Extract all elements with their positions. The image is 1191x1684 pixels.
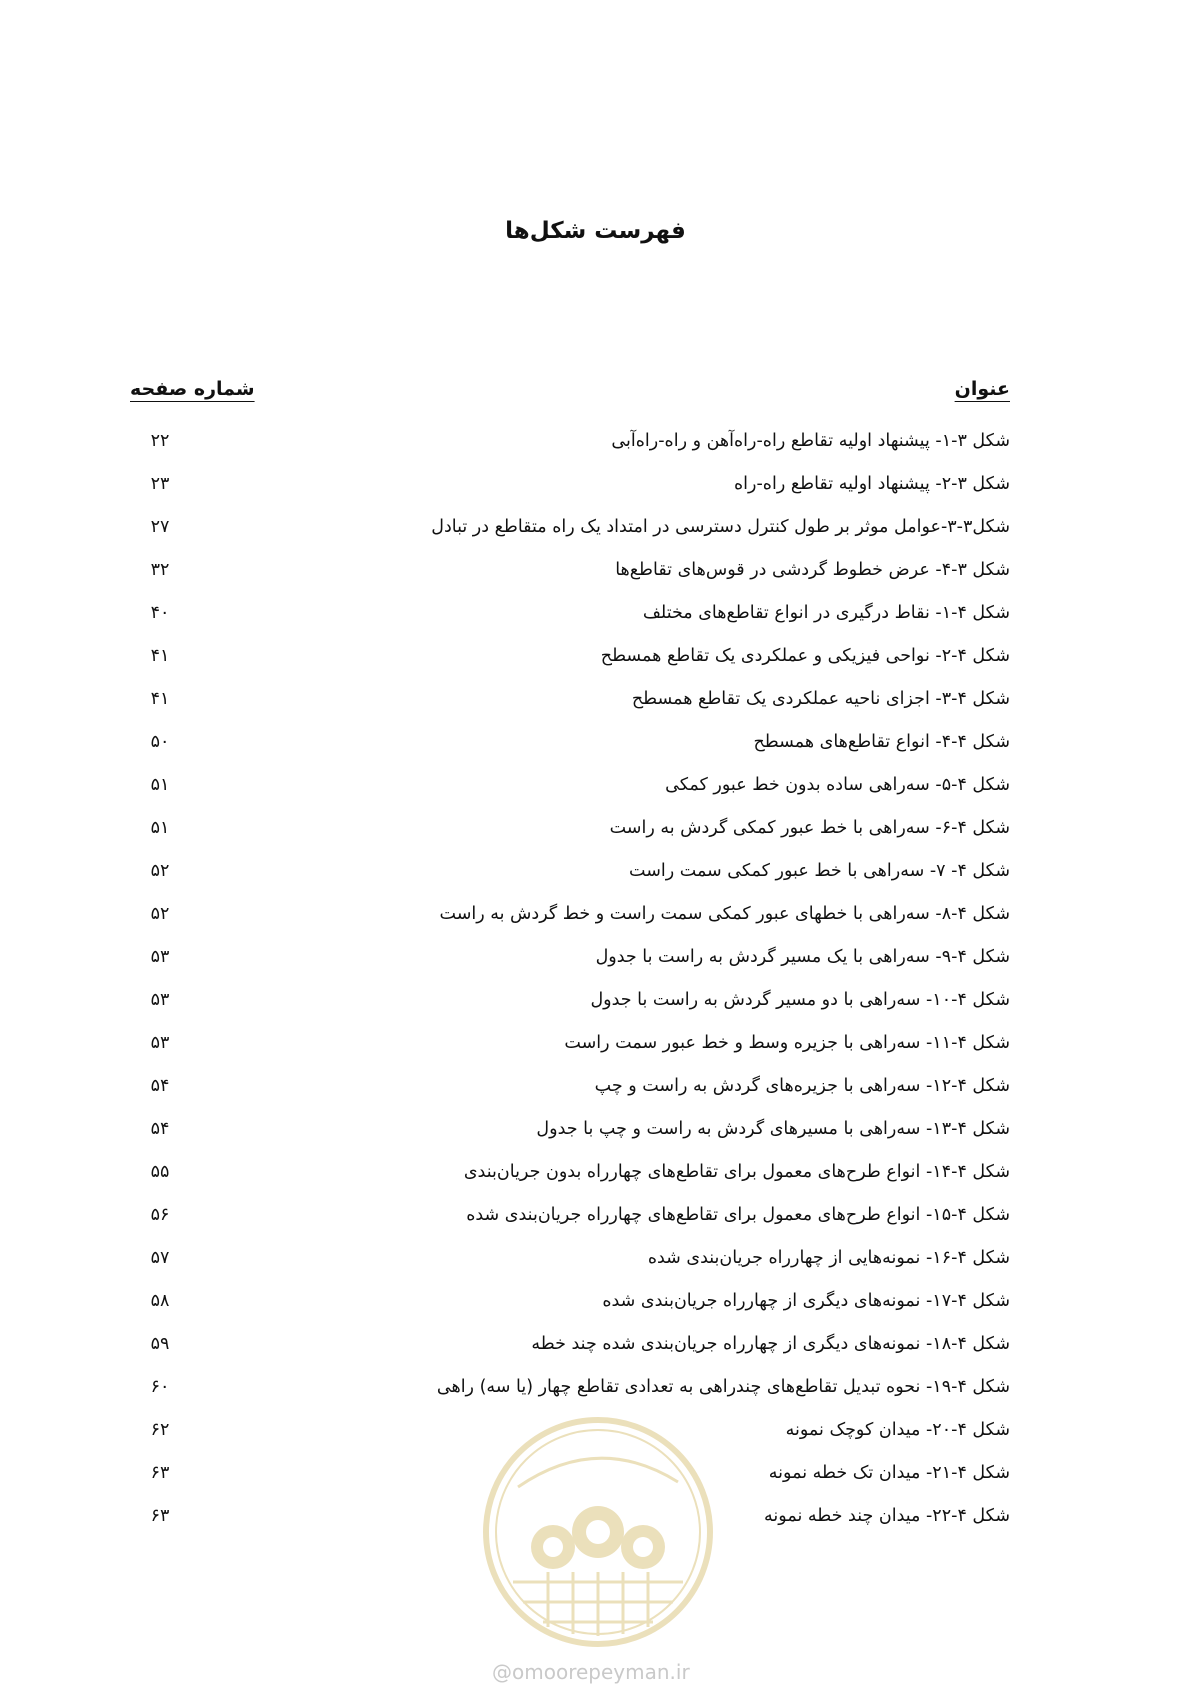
page-number: ۵۳	[150, 947, 170, 967]
list-item	[130, 635, 1010, 678]
page-number: ۳۲	[150, 560, 170, 580]
figure-title: شکل ۴-۸- سه‌راهی با خطهای عبور کمکی سمت راست و خط گردش به راست	[439, 904, 1010, 924]
figure-title: شکل ۴-۱۳- سه‌راهی با مسیرهای گردش به راست و چپ با جدول	[536, 1119, 1010, 1139]
watermark-seal-icon	[478, 1412, 718, 1652]
list-item	[130, 592, 1010, 635]
figure-title: شکل ۳-۱- پیشنهاد اولیه تقاطع راه-راه‌آهن و راه-راه‌آبی	[611, 431, 1010, 451]
page-number: ۲۷	[150, 517, 170, 537]
page-number: ۶۳	[150, 1506, 170, 1526]
list-item	[130, 893, 1010, 936]
figure-title: شکل ۴-۴- انواع تقاطع‌های همسطح	[753, 732, 1010, 752]
figure-title: شکل ۴-۲۱- میدان تک خطه نمونه	[768, 1463, 1010, 1483]
list-item	[130, 420, 1010, 463]
list-item	[130, 721, 1010, 764]
figure-title: شکل ۴-۱۲- سه‌راهی با جزیره‌های گردش به راست و چپ	[594, 1076, 1010, 1096]
list-item	[130, 1065, 1010, 1108]
figure-title: شکل ۴-۱۱- سه‌راهی با جزیره وسط و خط عبور سمت راست	[564, 1033, 1010, 1053]
list-item	[130, 1237, 1010, 1280]
figure-title: شکل ۴-۲۰- میدان کوچک نمونه	[785, 1420, 1010, 1440]
page-number: ۵۹	[150, 1334, 170, 1354]
figure-title: شکل ۴-۲- نواحی فیزیکی و عملکردی یک تقاطع همسطح	[600, 646, 1010, 666]
figure-title: شکل ۴-۱۵- انواع طرح‌های معمول برای تقاطع‌های چهارراه جریان‌بندی شده	[466, 1205, 1010, 1225]
page-number: ۴۱	[150, 646, 170, 666]
page-column-header: شماره صفحه	[130, 378, 255, 400]
page-number: ۵۷	[150, 1248, 170, 1268]
page-number: ۵۲	[150, 861, 170, 881]
list-item	[130, 1194, 1010, 1237]
list-item	[130, 678, 1010, 721]
page-number: ۶۰	[150, 1377, 170, 1397]
figure-title: شکل ۴-۲۲- میدان چند خطه نمونه	[764, 1506, 1010, 1526]
figure-title: شکل ۴-۳- اجزای ناحیه عملکردی یک تقاطع همسطح	[631, 689, 1010, 709]
figure-title: شکل ۴-۱۶- نمونه‌هایی از چهارراه جریان‌بندی شده	[647, 1248, 1010, 1268]
toc-header	[130, 378, 1010, 410]
page-number: ۵۲	[150, 904, 170, 924]
page-number: ۵۸	[150, 1291, 170, 1311]
list-item	[130, 1151, 1010, 1194]
list-item	[130, 764, 1010, 807]
figure-title: شکل ۴-۱- نقاط درگیری در انواع تقاطع‌های مختلف	[642, 603, 1010, 623]
figure-title: شکل ۴-۵- سه‌راهی ساده بدون خط عبور کمکی	[665, 775, 1010, 795]
list-item	[130, 506, 1010, 549]
figure-title: شکل ۴-۱۸- نمونه‌های دیگری از چهارراه جریان‌بندی شده چند خطه	[531, 1334, 1010, 1354]
figure-list	[130, 420, 1010, 1538]
figure-title: شکل ۴-۱۰- سه‌راهی با دو مسیر گردش به راست با جدول	[590, 990, 1010, 1010]
page-number: ۵۴	[150, 1119, 170, 1139]
page-number: ۴۰	[150, 603, 170, 623]
figure-title: شکل ۳-۲- پیشنهاد اولیه تقاطع راه-راه	[734, 474, 1010, 494]
figure-title: شکل ۴-۱۴- انواع طرح‌های معمول برای تقاطع‌های چهارراه بدون جریان‌بندی	[463, 1162, 1010, 1182]
page-number: ۵۱	[150, 818, 170, 838]
list-item	[130, 936, 1010, 979]
page-number: ۲۲	[150, 431, 170, 451]
list-item	[130, 1280, 1010, 1323]
page-number: ۵۰	[150, 732, 170, 752]
list-item	[130, 1323, 1010, 1366]
list-item	[130, 1366, 1010, 1409]
figure-title: شکل ۴-۱۹- نحوه تبدیل تقاطع‌های چندراهی به تعدادی تقاطع چهار (یا سه) راهی	[436, 1377, 1010, 1397]
page-number: ۵۱	[150, 775, 170, 795]
page-number: ۴۱	[150, 689, 170, 709]
page-number: ۶۲	[150, 1420, 170, 1440]
page-number: ۵۶	[150, 1205, 170, 1225]
page-number: ۵۳	[150, 1033, 170, 1053]
figure-title: شکل ۳-۴- عرض خطوط گردشی در قوس‌های تقاطع‌ها	[615, 560, 1010, 580]
figure-title: شکل ۴-۹- سه‌راهی با یک مسیر گردش به راست با جدول	[595, 947, 1010, 967]
list-item	[130, 1022, 1010, 1065]
figure-title: شکل ۴-۶- سه‌راهی با خط عبور کمکی گردش به راست	[609, 818, 1010, 838]
title-column-header: عنوان	[954, 378, 1010, 400]
figure-title: شکل ۴-۱۷- نمونه‌های دیگری از چهارراه جریان‌بندی شده	[602, 1291, 1010, 1311]
list-item	[130, 850, 1010, 893]
list-item	[130, 549, 1010, 592]
page-number: ۵۳	[150, 990, 170, 1010]
page-number: ۲۳	[150, 474, 170, 494]
list-item	[130, 463, 1010, 506]
watermark-url: @omoorepeyman.ir	[492, 1660, 690, 1684]
list-item	[130, 807, 1010, 850]
page-number: ۶۳	[150, 1463, 170, 1483]
list-item	[130, 1108, 1010, 1151]
list-item	[130, 979, 1010, 1022]
figure-title: شکل۳-۳-عوامل موثر بر طول کنترل دسترسی در امتداد یک راه متقاطع در تبادل	[431, 517, 1010, 537]
figure-title: شکل ۴- ۷- سه‌راهی با خط عبور کمکی سمت راست	[629, 861, 1010, 881]
page-number: ۵۴	[150, 1076, 170, 1096]
page-number: ۵۵	[150, 1162, 170, 1182]
page-title: فهرست شکل‌ها	[505, 218, 686, 244]
